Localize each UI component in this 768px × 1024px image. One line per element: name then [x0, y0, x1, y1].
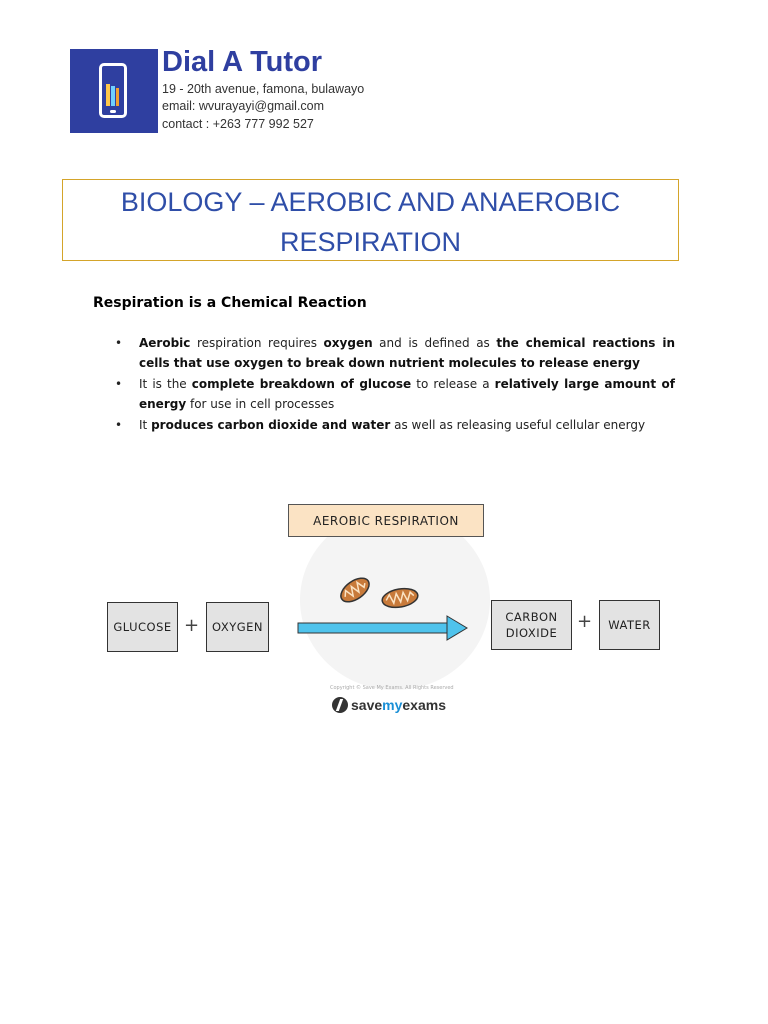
- diagram-title: AEROBIC RESPIRATION: [288, 504, 484, 537]
- plus-sign: +: [577, 611, 593, 632]
- contact-text: contact : +263 777 992 527: [162, 117, 314, 131]
- dial-a-tutor-logo: [70, 49, 158, 133]
- title-line-2: RESPIRATION: [279, 227, 462, 257]
- copyright-text: Copyright © Save My Exams. All Rights Reserved: [330, 685, 454, 691]
- oxygen-box: OXYGEN: [206, 602, 269, 652]
- plus-sign: +: [184, 615, 200, 636]
- bullet-item: • It is the complete breakdown of glucose to release a relatively large amount of energy for use in cell processes: [93, 374, 675, 414]
- glucose-box: GLUCOSE: [107, 602, 178, 652]
- reaction-arrow-icon: [297, 615, 469, 641]
- bullet-item: • It produces carbon dioxide and water as well as releasing useful cellular energy: [93, 415, 675, 435]
- bullet-item: • Aerobic respiration requires oxygen and is defined as the chemical reactions in cells that use oxygen to break down nutrient molecules to release energy: [93, 333, 675, 373]
- brand-name: Dial A Tutor: [162, 46, 323, 78]
- aerobic-respiration-diagram: [100, 495, 680, 725]
- address-text: 19 - 20th avenue, famona, bulawayo: [162, 82, 365, 96]
- lightning-icon: [332, 697, 348, 713]
- save-my-exams-logo: save my exams: [332, 697, 446, 713]
- water-box: WATER: [599, 600, 660, 650]
- mitochondria-icon: [338, 572, 428, 612]
- phone-icon: [99, 63, 127, 118]
- bullet-list: [93, 333, 675, 436]
- carbon-dioxide-box: CARBON DIOXIDE: [491, 600, 572, 650]
- section-heading: Respiration is a Chemical Reaction: [93, 295, 367, 311]
- email-text: email: wvurayayi@gmail.com: [162, 99, 325, 113]
- title-line-1: BIOLOGY – AEROBIC AND ANAEROBIC: [120, 187, 621, 217]
- document-title: [62, 179, 679, 261]
